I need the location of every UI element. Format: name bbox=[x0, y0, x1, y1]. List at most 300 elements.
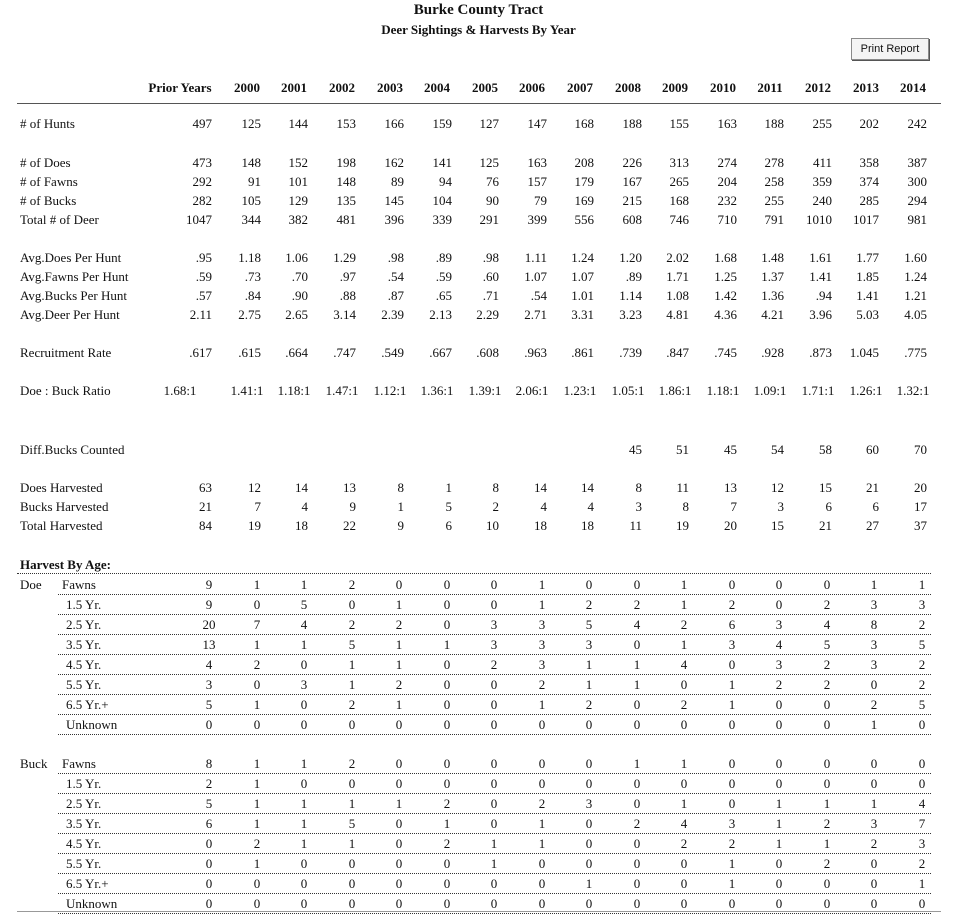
table-cell: 6 bbox=[825, 499, 832, 514]
table-cell: .89 bbox=[435, 250, 452, 265]
table-cell: 1.71 bbox=[666, 269, 689, 284]
table-cell: 6 bbox=[872, 499, 879, 514]
table-cell: 1.29 bbox=[333, 250, 356, 265]
row-label: # of Bucks bbox=[20, 193, 77, 208]
table-cell: 168 bbox=[574, 116, 594, 131]
harvest-cell: 1 bbox=[253, 816, 261, 831]
harvest-cell: 1 bbox=[300, 816, 308, 831]
harvest-cell: 0 bbox=[680, 677, 688, 692]
table-cell: 242 bbox=[907, 116, 927, 131]
table-cell: 294 bbox=[907, 193, 927, 208]
harvest-cell: 2 bbox=[823, 677, 831, 692]
harvest-cell: 0 bbox=[443, 717, 451, 732]
table-cell: 1.77 bbox=[856, 250, 879, 265]
harvest-cell: 1 bbox=[538, 816, 546, 831]
table-cell: .60 bbox=[482, 269, 499, 284]
harvest-cell: 1 bbox=[538, 836, 546, 851]
harvest-cell: 1 bbox=[585, 657, 593, 672]
harvest-cell: 1 bbox=[253, 756, 261, 771]
table-cell: 90 bbox=[486, 193, 499, 208]
harvest-cell: 0 bbox=[918, 776, 926, 791]
harvest-cell: 1 bbox=[918, 876, 926, 891]
table-cell: 84 bbox=[199, 518, 212, 533]
harvest-cell: 1 bbox=[633, 677, 641, 692]
harvest-cell: 8 bbox=[870, 617, 878, 632]
age-label: 2.5 Yr. bbox=[66, 796, 102, 811]
harvest-cell: 1 bbox=[253, 776, 261, 791]
harvest-cell: 3 bbox=[870, 597, 878, 612]
table-cell: .963 bbox=[524, 345, 547, 360]
row-label: Recruitment Rate bbox=[20, 345, 112, 360]
table-cell: 1.60 bbox=[904, 250, 927, 265]
report-subtitle: Deer Sightings & Harvests By Year bbox=[381, 22, 576, 37]
table-cell: 125 bbox=[479, 155, 499, 170]
table-cell: 382 bbox=[288, 212, 308, 227]
table-cell: 4.81 bbox=[666, 307, 689, 322]
harvest-cell: 0 bbox=[443, 577, 451, 592]
table-cell: 155 bbox=[669, 116, 689, 131]
row-divider bbox=[58, 674, 931, 675]
harvest-cell: 0 bbox=[490, 796, 498, 811]
column-header: 2001 bbox=[281, 80, 307, 95]
harvest-cell: 0 bbox=[443, 677, 451, 692]
harvest-cell: 2 bbox=[870, 697, 878, 712]
harvest-cell: 1 bbox=[538, 577, 546, 592]
table-cell: 3 bbox=[777, 499, 784, 514]
harvest-cell: 2 bbox=[680, 836, 688, 851]
table-cell: 1 bbox=[445, 480, 452, 495]
table-cell: 129 bbox=[288, 193, 308, 208]
age-label: 1.5 Yr. bbox=[66, 597, 102, 612]
table-cell: 1.71:1 bbox=[801, 383, 835, 398]
table-cell: 791 bbox=[764, 212, 784, 227]
table-cell: 4 bbox=[540, 499, 547, 514]
table-cell: 358 bbox=[859, 155, 879, 170]
harvest-cell: 0 bbox=[538, 717, 546, 732]
table-cell: .87 bbox=[387, 288, 404, 303]
age-label: 3.5 Yr. bbox=[66, 637, 102, 652]
table-cell: 5.03 bbox=[856, 307, 879, 322]
harvest-cell: 2 bbox=[348, 756, 356, 771]
row-label: Bucks Harvested bbox=[20, 499, 109, 514]
table-cell: .98 bbox=[387, 250, 404, 265]
harvest-cell: 2 bbox=[585, 697, 593, 712]
table-cell: 144 bbox=[288, 116, 308, 131]
harvest-cell: 0 bbox=[300, 717, 308, 732]
table-cell: 1.68 bbox=[714, 250, 737, 265]
harvest-cell: 0 bbox=[348, 876, 356, 891]
harvest-cell: 0 bbox=[633, 577, 641, 592]
table-cell: 91 bbox=[248, 174, 261, 189]
table-cell: 13 bbox=[724, 480, 737, 495]
harvest-cell: 0 bbox=[395, 717, 403, 732]
harvest-cell: 3 bbox=[918, 597, 926, 612]
column-header: 2009 bbox=[662, 80, 688, 95]
row-label: Avg.Deer Per Hunt bbox=[20, 307, 120, 322]
table-cell: 45 bbox=[724, 442, 737, 457]
harvest-cell: 3 bbox=[870, 657, 878, 672]
harvest-cell: 1 bbox=[300, 756, 308, 771]
table-cell: 1.42 bbox=[714, 288, 737, 303]
table-cell: 21 bbox=[819, 518, 832, 533]
harvest-cell: 0 bbox=[870, 856, 878, 871]
harvest-cell: 0 bbox=[728, 657, 736, 672]
table-cell: 2.29 bbox=[476, 307, 499, 322]
harvest-cell: 1 bbox=[775, 796, 783, 811]
table-cell: 1.85 bbox=[856, 269, 879, 284]
harvest-cell: 1 bbox=[253, 637, 261, 652]
harvest-cell: 9 bbox=[205, 597, 213, 612]
age-label: 1.5 Yr. bbox=[66, 776, 102, 791]
harvest-cell: 0 bbox=[395, 816, 403, 831]
row-divider bbox=[58, 614, 931, 615]
harvest-cell: 2 bbox=[205, 776, 213, 791]
table-cell: .59 bbox=[435, 269, 452, 284]
harvest-cell: 2 bbox=[538, 796, 546, 811]
table-cell: 2.11 bbox=[189, 307, 212, 322]
table-cell: 76 bbox=[486, 174, 499, 189]
table-cell: 4 bbox=[587, 499, 594, 514]
table-cell: 556 bbox=[574, 212, 594, 227]
harvest-cell: 0 bbox=[728, 896, 736, 911]
table-cell: 1.18:1 bbox=[277, 383, 311, 398]
harvest-cell: 0 bbox=[918, 717, 926, 732]
table-cell: 45 bbox=[629, 442, 642, 457]
harvest-cell: 3 bbox=[775, 617, 783, 632]
table-cell: 4.21 bbox=[761, 307, 784, 322]
harvest-cell: 4 bbox=[300, 617, 308, 632]
harvest-cell: 0 bbox=[490, 776, 498, 791]
row-divider bbox=[58, 833, 931, 834]
column-header: 2007 bbox=[567, 80, 593, 95]
table-cell: 2.39 bbox=[381, 307, 404, 322]
table-cell: .70 bbox=[291, 269, 308, 284]
table-cell: .97 bbox=[339, 269, 356, 284]
harvest-cell: 1 bbox=[680, 756, 688, 771]
harvest-cell: 0 bbox=[680, 896, 688, 911]
harvest-cell: 0 bbox=[823, 876, 831, 891]
harvest-cell: 1 bbox=[680, 796, 688, 811]
table-cell: .54 bbox=[530, 288, 547, 303]
harvest-cell: 2 bbox=[348, 697, 356, 712]
table-cell: 374 bbox=[859, 174, 879, 189]
table-cell: 497 bbox=[192, 116, 212, 131]
row-divider bbox=[58, 773, 931, 774]
row-divider bbox=[58, 793, 931, 794]
table-cell: 70 bbox=[914, 442, 927, 457]
harvest-cell: 1 bbox=[490, 856, 498, 871]
harvest-cell: 0 bbox=[490, 597, 498, 612]
age-label: Unknown bbox=[66, 896, 118, 911]
harvest-cell: 0 bbox=[775, 896, 783, 911]
harvest-cell: 0 bbox=[205, 836, 213, 851]
harvest-cell: 2 bbox=[443, 796, 451, 811]
harvest-cell: 2 bbox=[490, 657, 498, 672]
harvest-cell: 0 bbox=[300, 657, 308, 672]
print-report-button[interactable]: Print Report bbox=[851, 38, 929, 60]
harvest-cell: 0 bbox=[443, 597, 451, 612]
harvest-cell: 9 bbox=[205, 577, 213, 592]
column-header: 2011 bbox=[757, 80, 783, 95]
harvest-cell: 0 bbox=[490, 756, 498, 771]
table-cell: 1.36 bbox=[761, 288, 784, 303]
harvest-cell: 7 bbox=[918, 816, 926, 831]
table-cell: 481 bbox=[336, 212, 356, 227]
row-divider bbox=[58, 634, 931, 635]
harvest-cell: 0 bbox=[490, 697, 498, 712]
table-cell: 51 bbox=[676, 442, 689, 457]
harvest-cell: 3 bbox=[870, 816, 878, 831]
harvest-cell: 0 bbox=[823, 776, 831, 791]
table-cell: 202 bbox=[859, 116, 879, 131]
harvest-cell: 0 bbox=[870, 756, 878, 771]
harvest-cell: 3 bbox=[728, 816, 736, 831]
table-cell: 1.24 bbox=[571, 250, 594, 265]
table-cell: 1.045 bbox=[849, 345, 879, 360]
row-divider bbox=[58, 813, 931, 814]
table-cell: 15 bbox=[771, 518, 784, 533]
harvest-cell: 3 bbox=[775, 657, 783, 672]
table-cell: 125 bbox=[241, 116, 261, 131]
harvest-cell: 2 bbox=[348, 577, 356, 592]
harvest-cell: 0 bbox=[205, 717, 213, 732]
harvest-cell: 1 bbox=[300, 836, 308, 851]
harvest-cell: 1 bbox=[680, 597, 688, 612]
table-cell: 19 bbox=[248, 518, 261, 533]
table-cell: 5 bbox=[445, 499, 452, 514]
table-cell: 7 bbox=[254, 499, 261, 514]
table-cell: 710 bbox=[717, 212, 737, 227]
harvest-cell: 2 bbox=[870, 836, 878, 851]
harvest-cell: 1 bbox=[300, 577, 308, 592]
table-cell: 240 bbox=[812, 193, 832, 208]
harvest-cell: 1 bbox=[775, 816, 783, 831]
table-cell: 79 bbox=[534, 193, 547, 208]
table-cell: .775 bbox=[904, 345, 927, 360]
harvest-cell: 1 bbox=[490, 836, 498, 851]
harvest-cell: 4 bbox=[680, 816, 688, 831]
bottom-rule bbox=[17, 911, 941, 912]
harvest-cell: 0 bbox=[300, 896, 308, 911]
harvest-cell: 0 bbox=[300, 776, 308, 791]
harvest-cell: 4 bbox=[205, 657, 213, 672]
table-cell: 157 bbox=[527, 174, 547, 189]
harvest-cell: 0 bbox=[585, 836, 593, 851]
harvest-cell: 3 bbox=[585, 637, 593, 652]
table-cell: 54 bbox=[771, 442, 784, 457]
table-cell: .664 bbox=[285, 345, 308, 360]
table-cell: 1.01 bbox=[571, 288, 594, 303]
table-cell: 145 bbox=[384, 193, 404, 208]
table-cell: 411 bbox=[812, 155, 832, 170]
harvest-cell: 0 bbox=[348, 856, 356, 871]
table-cell: 344 bbox=[241, 212, 261, 227]
harvest-cell: 2 bbox=[395, 617, 403, 632]
table-cell: .747 bbox=[333, 345, 356, 360]
table-cell: 1.47:1 bbox=[325, 383, 359, 398]
table-cell: 14 bbox=[534, 480, 547, 495]
table-cell: 313 bbox=[669, 155, 689, 170]
harvest-cell: 0 bbox=[300, 876, 308, 891]
table-cell: 8 bbox=[635, 480, 642, 495]
table-cell: 1.68:1 bbox=[163, 383, 197, 398]
table-cell: 18 bbox=[295, 518, 308, 533]
table-cell: 12 bbox=[248, 480, 261, 495]
harvest-cell: 0 bbox=[633, 876, 641, 891]
table-cell: 473 bbox=[192, 155, 212, 170]
harvest-cell: 1 bbox=[348, 796, 356, 811]
table-cell: 3.23 bbox=[619, 307, 642, 322]
row-divider bbox=[17, 573, 931, 574]
table-cell: 135 bbox=[336, 193, 356, 208]
table-cell: 746 bbox=[669, 212, 689, 227]
harvest-cell: 5 bbox=[585, 617, 593, 632]
harvest-cell: 0 bbox=[633, 796, 641, 811]
table-cell: .745 bbox=[714, 345, 737, 360]
column-header: 2006 bbox=[519, 80, 545, 95]
harvest-cell: 0 bbox=[443, 856, 451, 871]
harvest-cell: 2 bbox=[823, 657, 831, 672]
harvest-cell: 0 bbox=[823, 896, 831, 911]
table-cell: 399 bbox=[527, 212, 547, 227]
column-header: 2002 bbox=[329, 80, 355, 95]
table-cell: 166 bbox=[384, 116, 404, 131]
harvest-cell: 20 bbox=[202, 617, 216, 632]
column-header: 2014 bbox=[900, 80, 926, 95]
harvest-cell: 2 bbox=[348, 617, 356, 632]
harvest-cell: 0 bbox=[348, 896, 356, 911]
table-cell: .59 bbox=[195, 269, 212, 284]
harvest-cell: 1 bbox=[680, 577, 688, 592]
harvest-cell: 0 bbox=[728, 577, 736, 592]
table-cell: 147 bbox=[527, 116, 547, 131]
table-cell: 1047 bbox=[186, 212, 212, 227]
harvest-cell: 8 bbox=[205, 756, 213, 771]
table-cell: 63 bbox=[199, 480, 212, 495]
table-cell: 1.48 bbox=[761, 250, 784, 265]
harvest-cell: 13 bbox=[202, 637, 216, 652]
table-cell: 2 bbox=[492, 499, 499, 514]
harvest-cell: 0 bbox=[775, 756, 783, 771]
harvest-cell: 3 bbox=[728, 637, 736, 652]
table-cell: .861 bbox=[571, 345, 594, 360]
row-divider bbox=[58, 734, 931, 735]
harvest-cell: 0 bbox=[870, 677, 878, 692]
table-cell: .90 bbox=[291, 288, 308, 303]
table-cell: 6 bbox=[445, 518, 452, 533]
harvest-cell: 1 bbox=[775, 836, 783, 851]
table-cell: 159 bbox=[432, 116, 452, 131]
buck-label: Buck bbox=[20, 756, 48, 771]
table-cell: 300 bbox=[907, 174, 927, 189]
table-cell: .94 bbox=[815, 288, 832, 303]
row-label: Does Harvested bbox=[20, 480, 103, 495]
harvest-cell: 0 bbox=[490, 577, 498, 592]
table-cell: 1.32:1 bbox=[896, 383, 930, 398]
row-label: Total # of Deer bbox=[20, 212, 99, 227]
table-cell: 1.41 bbox=[809, 269, 832, 284]
table-cell: 1.23:1 bbox=[563, 383, 597, 398]
harvest-cell: 0 bbox=[585, 856, 593, 871]
harvest-cell: 0 bbox=[538, 876, 546, 891]
harvest-cell: 3 bbox=[538, 637, 546, 652]
table-cell: 27 bbox=[866, 518, 879, 533]
table-cell: 1.39:1 bbox=[468, 383, 502, 398]
table-cell: 101 bbox=[288, 174, 308, 189]
table-cell: .54 bbox=[387, 269, 404, 284]
table-cell: 21 bbox=[199, 499, 212, 514]
table-cell: .549 bbox=[381, 345, 404, 360]
harvest-cell: 0 bbox=[633, 776, 641, 791]
harvest-cell: 0 bbox=[490, 876, 498, 891]
row-divider bbox=[58, 654, 931, 655]
table-cell: 153 bbox=[336, 116, 356, 131]
harvest-cell: 3 bbox=[918, 836, 926, 851]
harvest-cell: 0 bbox=[775, 717, 783, 732]
age-label: 3.5 Yr. bbox=[66, 816, 102, 831]
harvest-cell: 0 bbox=[585, 816, 593, 831]
table-cell: 255 bbox=[812, 116, 832, 131]
table-cell: 7 bbox=[730, 499, 737, 514]
table-cell: 204 bbox=[717, 174, 737, 189]
table-cell: 1.08 bbox=[666, 288, 689, 303]
harvest-cell: 0 bbox=[728, 756, 736, 771]
table-cell: .98 bbox=[482, 250, 499, 265]
harvest-cell: 3 bbox=[300, 677, 308, 692]
row-label: # of Fawns bbox=[20, 174, 78, 189]
harvest-cell: 0 bbox=[728, 796, 736, 811]
harvest-cell: 0 bbox=[205, 896, 213, 911]
row-divider bbox=[58, 694, 931, 695]
harvest-cell: 0 bbox=[205, 876, 213, 891]
table-cell: 167 bbox=[622, 174, 642, 189]
table-cell: 3.14 bbox=[333, 307, 356, 322]
harvest-cell: 0 bbox=[775, 876, 783, 891]
harvest-cell: 0 bbox=[395, 856, 403, 871]
harvest-cell: 2 bbox=[728, 597, 736, 612]
table-cell: 21 bbox=[866, 480, 879, 495]
column-header: Prior Years bbox=[148, 80, 212, 95]
table-cell: 1.05:1 bbox=[611, 383, 645, 398]
harvest-cell: 2 bbox=[253, 657, 261, 672]
age-label: 5.5 Yr. bbox=[66, 677, 102, 692]
harvest-cell: 0 bbox=[823, 697, 831, 712]
harvest-cell: 3 bbox=[490, 637, 498, 652]
table-cell: 104 bbox=[432, 193, 452, 208]
harvest-cell: 2 bbox=[395, 677, 403, 692]
harvest-cell: 5 bbox=[918, 697, 926, 712]
table-cell: 278 bbox=[764, 155, 784, 170]
table-cell: 141 bbox=[432, 155, 452, 170]
table-cell: 8 bbox=[397, 480, 404, 495]
harvest-cell: 0 bbox=[538, 756, 546, 771]
table-cell: 1.86:1 bbox=[658, 383, 692, 398]
table-cell: 1.12:1 bbox=[373, 383, 407, 398]
column-header: 2008 bbox=[615, 80, 641, 95]
table-cell: 15 bbox=[819, 480, 832, 495]
table-cell: 105 bbox=[241, 193, 261, 208]
harvest-cell: 0 bbox=[443, 697, 451, 712]
row-label: # of Hunts bbox=[20, 116, 75, 131]
table-cell: 359 bbox=[812, 174, 832, 189]
table-cell: 1.11 bbox=[524, 250, 547, 265]
harvest-cell: 5 bbox=[348, 637, 356, 652]
harvest-cell: 0 bbox=[775, 577, 783, 592]
harvest-cell: 3 bbox=[490, 617, 498, 632]
harvest-cell: 0 bbox=[680, 876, 688, 891]
harvest-cell: 1 bbox=[395, 796, 403, 811]
harvest-cell: 2 bbox=[443, 836, 451, 851]
